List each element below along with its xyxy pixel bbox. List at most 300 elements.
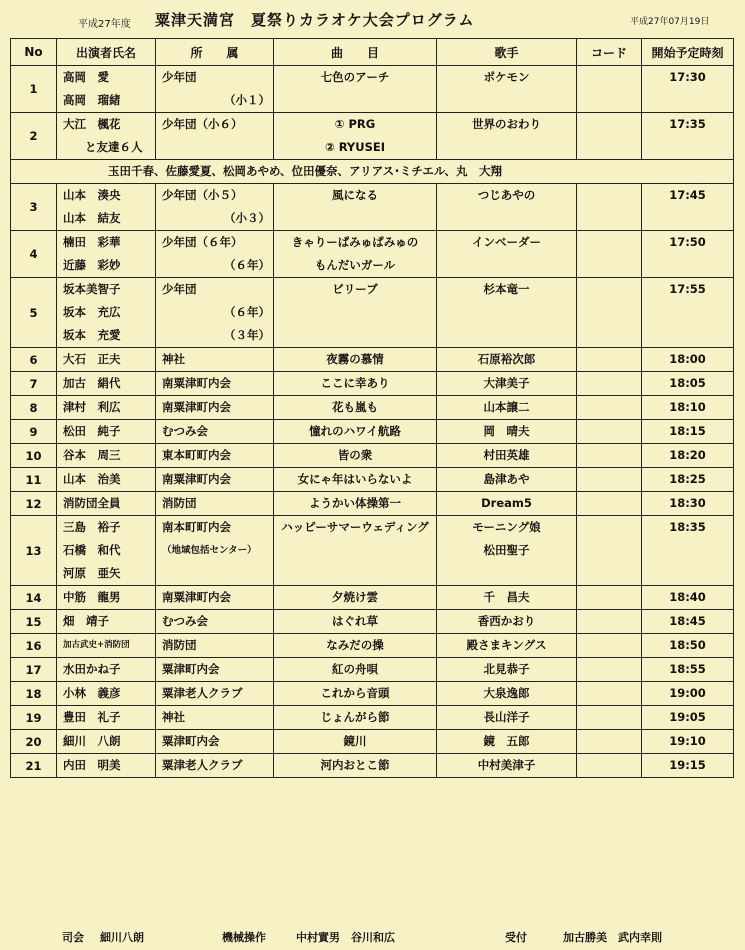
entry-number: 1 (11, 66, 57, 113)
affiliation-line: 南粟津町内会 (162, 400, 231, 414)
song-line: 花も嵐も (332, 400, 378, 414)
affiliation-line: 粟津老人クラブ (162, 686, 243, 700)
song-line: 皆の衆 (337, 448, 373, 462)
entry-number: 2 (11, 113, 57, 160)
start-time (642, 396, 734, 420)
performer-names (57, 184, 156, 231)
song-title (274, 610, 437, 634)
song-line: じょんがら節 (320, 710, 390, 724)
page-footer (0, 929, 745, 947)
song-line: ここに幸あり (320, 376, 390, 390)
affiliation-line: （６年） (224, 258, 270, 272)
table-row (11, 610, 734, 634)
affiliation-line: （小１） (224, 93, 270, 107)
performer-names (57, 658, 156, 682)
performer-name: 坂本 充広 (63, 305, 121, 319)
affiliation (156, 66, 274, 113)
entry-number: 5 (11, 278, 57, 348)
performer-name: 山本 湊央 (63, 188, 121, 202)
affiliation (156, 468, 274, 492)
song-code (577, 516, 642, 586)
col-header-affiliation: 所 属 (156, 39, 274, 66)
song-title (274, 66, 437, 113)
affiliation-line: 少年団（６年） (162, 235, 243, 249)
table-row (11, 730, 734, 754)
performer-name: 河原 亜矢 (63, 566, 121, 580)
start-time-value: 18:10 (669, 400, 706, 414)
song-title (274, 231, 437, 278)
performer-name: 中筋 龍男 (63, 590, 121, 604)
performer-name: 高岡 瑠緒 (63, 93, 121, 107)
performer-name: 小林 義彦 (63, 686, 121, 700)
table-row (11, 516, 734, 586)
performer-names (57, 754, 156, 778)
affiliation (156, 682, 274, 706)
ops-label: 機械操作 (222, 931, 266, 944)
start-time (642, 682, 734, 706)
song-title (274, 730, 437, 754)
singer-line: 北見恭子 (483, 662, 530, 676)
group-members-text: 玉田千春、佐藤愛夏、松岡あやめ、位田優奈、アリアス･ミチエル、丸 大翔 (108, 164, 502, 178)
performer-names (57, 634, 156, 658)
entry-number: 9 (11, 420, 57, 444)
start-time-value: 17:30 (669, 70, 706, 84)
performer-names (57, 348, 156, 372)
original-singer (437, 184, 577, 231)
table-row (11, 586, 734, 610)
start-time (642, 634, 734, 658)
song-code (577, 278, 642, 348)
start-time-value: 18:50 (669, 638, 706, 652)
ops-names: 中村實男 谷川和広 (296, 931, 395, 944)
affiliation-line: 南粟津町内会 (162, 472, 231, 486)
table-row (11, 444, 734, 468)
col-header-name: 出演者氏名 (57, 39, 156, 66)
affiliation-line: 消防団 (162, 496, 197, 510)
affiliation-line: 神社 (162, 352, 185, 366)
song-line: 鏡川 (343, 734, 367, 748)
mc-name: 細川八朗 (100, 931, 144, 944)
affiliation-line: （小３） (224, 211, 270, 225)
entry-number: 4 (11, 231, 57, 278)
performer-name: 加古武史+消防団 (63, 640, 130, 650)
song-code (577, 444, 642, 468)
table-row (11, 468, 734, 492)
entry-number: 7 (11, 372, 57, 396)
table-row (11, 348, 734, 372)
song-line: 風になる (332, 188, 378, 202)
song-line: 七色のアーチ (320, 70, 390, 84)
start-time-value: 18:15 (669, 424, 706, 438)
singer-line: 松田聖子 (483, 543, 530, 557)
song-title (274, 444, 437, 468)
start-time-value: 17:55 (669, 282, 706, 296)
original-singer (437, 682, 577, 706)
performer-name: 水田かね子 (63, 662, 121, 676)
original-singer (437, 420, 577, 444)
start-time-value: 18:45 (669, 614, 706, 628)
program-table (10, 38, 734, 778)
singer-line: 山本譲二 (483, 400, 530, 414)
performer-names (57, 610, 156, 634)
entry-number: 6 (11, 348, 57, 372)
entry-number: 21 (11, 754, 57, 778)
affiliation-line: （地域包括センター） (162, 545, 257, 556)
affiliation (156, 396, 274, 420)
affiliation (156, 420, 274, 444)
start-time-value: 17:45 (669, 188, 706, 202)
entry-number: 19 (11, 706, 57, 730)
table-body (11, 66, 734, 778)
affiliation (156, 184, 274, 231)
performer-name: 細川 八朗 (63, 734, 121, 748)
table-row (11, 658, 734, 682)
affiliation-line: 神社 (162, 710, 185, 724)
start-time-value: 18:30 (669, 496, 706, 510)
start-time (642, 610, 734, 634)
affiliation-line: 東本町町内会 (162, 448, 231, 462)
col-header-song: 曲 目 (274, 39, 437, 66)
song-line: ハッピーサマーウェディング (281, 520, 429, 534)
performer-name: 大江 楓花 (63, 117, 121, 131)
mc-label: 司会 (62, 931, 84, 944)
original-singer (437, 468, 577, 492)
song-line: ② RYUSEI (324, 140, 386, 154)
entry-number: 12 (11, 492, 57, 516)
original-singer (437, 586, 577, 610)
start-time-value: 17:35 (669, 117, 706, 131)
group-members (11, 160, 734, 184)
affiliation-line: 粟津町内会 (162, 662, 220, 676)
singer-line: 世界のおわり (472, 117, 541, 131)
start-time (642, 730, 734, 754)
song-title (274, 706, 437, 730)
song-title (274, 420, 437, 444)
entry-number: 14 (11, 586, 57, 610)
affiliation-line: 少年団 (162, 70, 197, 84)
start-time (642, 658, 734, 682)
song-code (577, 730, 642, 754)
performer-names (57, 706, 156, 730)
original-singer (437, 610, 577, 634)
performer-names (57, 492, 156, 516)
performer-name: 楠田 彩華 (63, 235, 121, 249)
start-time (642, 66, 734, 113)
entry-number: 17 (11, 658, 57, 682)
entry-number: 20 (11, 730, 57, 754)
song-line: 夕焼け雲 (332, 590, 378, 604)
table-row (11, 420, 734, 444)
affiliation (156, 516, 274, 586)
performer-name: 松田 純子 (63, 424, 121, 438)
song-code (577, 113, 642, 160)
performer-name: 坂本美智子 (63, 282, 121, 296)
song-line: これから音頭 (320, 686, 390, 700)
song-title (274, 586, 437, 610)
affiliation (156, 444, 274, 468)
program-date: 平成27年07月19日 (630, 17, 710, 27)
song-line: はぐれ草 (332, 614, 378, 628)
start-time (642, 348, 734, 372)
affiliation-line: 粟津町内会 (162, 734, 220, 748)
start-time-value: 19:10 (669, 734, 706, 748)
singer-line: 中村美津子 (477, 758, 536, 772)
entry-number: 16 (11, 634, 57, 658)
start-time (642, 468, 734, 492)
start-time (642, 231, 734, 278)
song-line: 河内おとこ節 (320, 758, 390, 772)
singer-line: つじあやの (477, 188, 536, 202)
affiliation-line: むつみ会 (162, 424, 208, 438)
start-time-value: 17:50 (669, 235, 706, 249)
song-title (274, 492, 437, 516)
entry-number: 10 (11, 444, 57, 468)
affiliation (156, 372, 274, 396)
song-code (577, 634, 642, 658)
performer-names (57, 396, 156, 420)
performer-names (57, 113, 156, 160)
era-label: 平成27年度 (78, 19, 131, 30)
affiliation (156, 348, 274, 372)
table-row (11, 706, 734, 730)
start-time (642, 754, 734, 778)
song-title (274, 682, 437, 706)
singer-line: ポケモン (483, 70, 530, 84)
song-code (577, 586, 642, 610)
singer-line: 杉本竜一 (483, 282, 530, 296)
song-code (577, 658, 642, 682)
start-time-value: 18:35 (669, 520, 706, 534)
performer-name: 山本 治美 (63, 472, 121, 486)
page-title: 粟津天満宮 夏祭りカラオケ大会プログラム (155, 11, 475, 29)
song-line: 夜霧の慕情 (326, 352, 384, 366)
performer-name: 加古 絹代 (63, 376, 121, 390)
performer-names (57, 730, 156, 754)
song-code (577, 184, 642, 231)
affiliation (156, 492, 274, 516)
reception-names: 加古勝美 武内幸則 (563, 931, 662, 944)
table-row (11, 682, 734, 706)
affiliation (156, 586, 274, 610)
performer-name: 石橋 和代 (63, 543, 121, 557)
performer-name: 津村 利広 (63, 400, 121, 414)
original-singer (437, 348, 577, 372)
start-time (642, 444, 734, 468)
affiliation-line: （６年） (224, 305, 270, 319)
singer-line: 村田英雄 (483, 448, 530, 462)
col-header-start-time: 開始予定時刻 (642, 39, 734, 66)
original-singer (437, 113, 577, 160)
singer-line: インベーダー (472, 235, 541, 249)
performer-names (57, 231, 156, 278)
affiliation-line: 南本町町内会 (162, 520, 231, 534)
performer-names (57, 586, 156, 610)
song-code (577, 492, 642, 516)
performer-name: 高岡 愛 (63, 70, 109, 84)
performer-names (57, 468, 156, 492)
original-singer (437, 66, 577, 113)
affiliation (156, 634, 274, 658)
entry-number: 8 (11, 396, 57, 420)
table-row (11, 492, 734, 516)
start-time (642, 586, 734, 610)
performer-name: 消防団全員 (63, 496, 121, 510)
original-singer (437, 372, 577, 396)
song-code (577, 348, 642, 372)
original-singer (437, 278, 577, 348)
song-line: もんだいガール (314, 258, 396, 272)
performer-name: 山本 結友 (63, 211, 121, 225)
start-time (642, 184, 734, 231)
performer-name: 近藤 彩妙 (63, 258, 121, 272)
song-code (577, 372, 642, 396)
performer-names (57, 420, 156, 444)
performer-name: 畑 靖子 (63, 614, 109, 628)
original-singer (437, 444, 577, 468)
song-title (274, 634, 437, 658)
song-code (577, 396, 642, 420)
song-title (274, 516, 437, 586)
performer-name: 大石 正夫 (63, 352, 121, 366)
affiliation-line: 少年団 (162, 282, 197, 296)
start-time (642, 492, 734, 516)
performer-names (57, 66, 156, 113)
table-row (11, 634, 734, 658)
song-line: ① PRG (334, 117, 376, 131)
start-time (642, 278, 734, 348)
performer-name: 谷本 周三 (63, 448, 121, 462)
start-time-value: 18:40 (669, 590, 706, 604)
start-time (642, 113, 734, 160)
affiliation (156, 278, 274, 348)
song-title (274, 113, 437, 160)
song-code (577, 706, 642, 730)
original-singer (437, 658, 577, 682)
song-line: ようかい体操第一 (309, 496, 401, 510)
singer-line: 石原裕次郎 (477, 352, 536, 366)
song-line: きゃりーぱみゅぱみゅの (291, 235, 419, 249)
table-row (11, 184, 734, 231)
start-time (642, 372, 734, 396)
affiliation-line: 消防団 (162, 638, 197, 652)
start-time-value: 18:20 (669, 448, 706, 462)
performer-names (57, 372, 156, 396)
affiliation (156, 231, 274, 278)
original-singer (437, 730, 577, 754)
singer-line: モーニング娘 (472, 520, 541, 534)
reception-label: 受付 (505, 931, 527, 944)
singer-line: 岡 晴夫 (483, 424, 530, 438)
singer-line: 大泉逸郎 (483, 686, 530, 700)
table-row (11, 372, 734, 396)
song-title (274, 278, 437, 348)
singer-line: 殿さまキングス (466, 638, 547, 652)
performer-names (57, 682, 156, 706)
singer-line: 島津あや (483, 472, 530, 486)
performer-name: と友達６人 (85, 140, 143, 154)
table-row (11, 754, 734, 778)
song-title (274, 658, 437, 682)
performer-names (57, 516, 156, 586)
entry-number: 18 (11, 682, 57, 706)
affiliation (156, 113, 274, 160)
start-time (642, 706, 734, 730)
start-time-value: 18:25 (669, 472, 706, 486)
entry-number: 11 (11, 468, 57, 492)
table-header-row (11, 39, 734, 66)
original-singer (437, 706, 577, 730)
entry-number: 13 (11, 516, 57, 586)
affiliation (156, 730, 274, 754)
affiliation (156, 706, 274, 730)
performer-names (57, 278, 156, 348)
singer-line: 長山洋子 (483, 710, 530, 724)
original-singer (437, 492, 577, 516)
singer-line: Dream5 (481, 496, 532, 510)
affiliation-line: むつみ会 (162, 614, 208, 628)
original-singer (437, 516, 577, 586)
affiliation (156, 658, 274, 682)
singer-line: 大津美子 (483, 376, 530, 390)
singer-line: 香西かおり (477, 614, 536, 628)
performer-name: 豊田 礼子 (63, 710, 121, 724)
song-title (274, 184, 437, 231)
original-singer (437, 754, 577, 778)
col-header-no: No (11, 39, 57, 66)
song-code (577, 420, 642, 444)
song-line: ビリーブ (332, 282, 378, 296)
affiliation-line: 少年団（小５） (162, 188, 243, 202)
song-title (274, 396, 437, 420)
start-time-value: 19:05 (669, 710, 706, 724)
start-time-value: 18:05 (669, 376, 706, 390)
start-time-value: 19:00 (669, 686, 706, 700)
song-line: 憧れのハワイ航路 (309, 424, 401, 438)
start-time (642, 420, 734, 444)
song-line: なみだの操 (326, 638, 384, 652)
affiliation-line: （３年） (224, 328, 270, 342)
col-header-singer: 歌手 (437, 39, 577, 66)
song-code (577, 468, 642, 492)
affiliation (156, 610, 274, 634)
song-code (577, 754, 642, 778)
song-code (577, 610, 642, 634)
members-row (11, 160, 734, 184)
song-code (577, 231, 642, 278)
song-line: 紅の舟唄 (332, 662, 378, 676)
performer-name: 内田 明美 (63, 758, 121, 772)
song-code (577, 682, 642, 706)
singer-line: 千 昌夫 (483, 590, 530, 604)
start-time-value: 19:15 (669, 758, 706, 772)
original-singer (437, 634, 577, 658)
col-header-code: コード (577, 39, 642, 66)
performer-name: 三島 裕子 (63, 520, 121, 534)
song-line: 女にゃ年はいらないよ (297, 472, 413, 486)
page-header (0, 6, 745, 32)
table-row (11, 278, 734, 348)
table-row (11, 113, 734, 160)
song-title (274, 372, 437, 396)
affiliation-line: 南粟津町内会 (162, 590, 231, 604)
song-code (577, 66, 642, 113)
singer-line: 鏡 五郎 (483, 734, 530, 748)
table-row (11, 231, 734, 278)
song-title (274, 468, 437, 492)
song-title (274, 348, 437, 372)
entry-number: 15 (11, 610, 57, 634)
affiliation-line: 南粟津町内会 (162, 376, 231, 390)
